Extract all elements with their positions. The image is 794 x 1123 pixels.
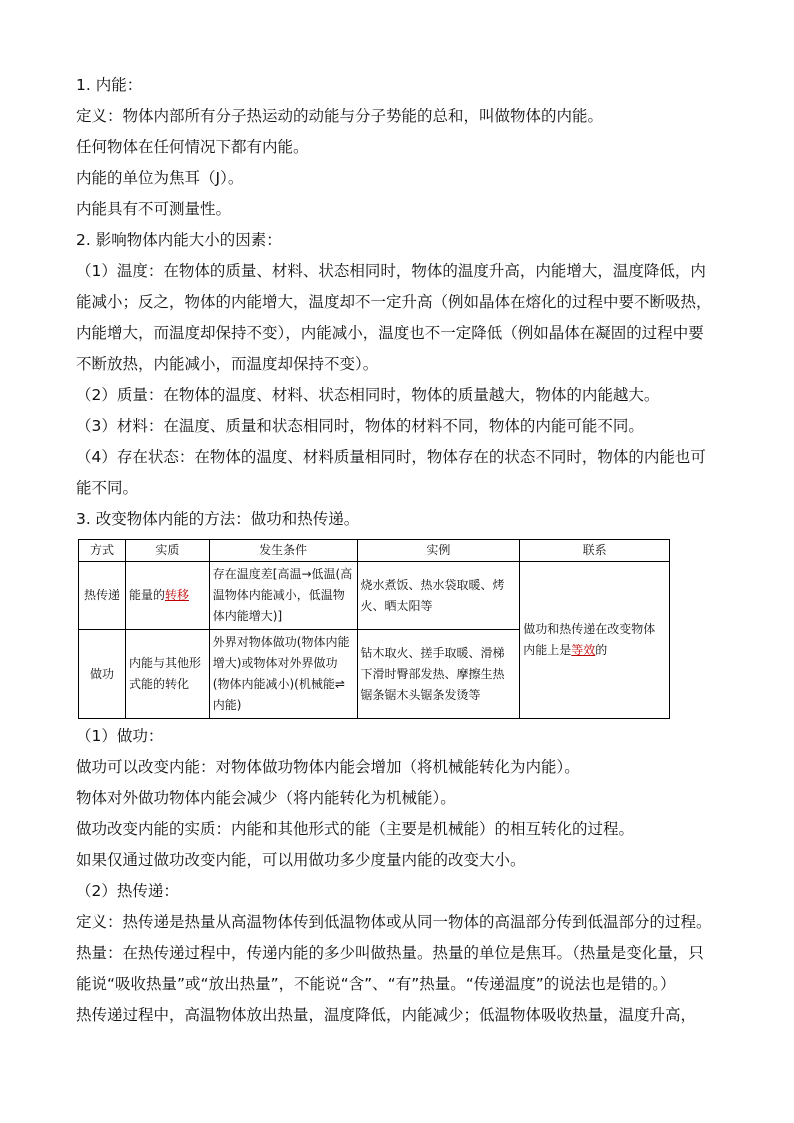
text-line: 热量：在热传递过程中，传递内能的多少叫做热量。热量的单位是焦耳。（热量是变化量，只 [76, 944, 704, 962]
cell-method: 热传递 [79, 562, 126, 630]
essence-text: 能量的 [128, 588, 165, 602]
cell-link [520, 562, 670, 719]
text-line: 热传递过程中，高温物体放出热量，温度降低，内能减少；低温物体吸收热量，温度升高， [76, 1006, 697, 1024]
text-line: 不断放热，内能减小，而温度却保持不变）。 [76, 355, 379, 373]
heading-work: （1）做功： [76, 727, 164, 745]
text-line: 物体对外做功物体内能会减少（将内能转化为机械能）。 [76, 789, 456, 807]
text-line: （4）存在状态：在物体的温度、材料质量相同时，物体存在的状态不同时，物体的内能也可 [76, 448, 706, 466]
text-line: 定义：热传递是热量从高温物体传到低温物体或从同一物体的高温部分传到低温部分的过程。 [76, 913, 712, 931]
text-line: 内能的单位为焦耳（J）。 [76, 169, 244, 187]
document-page [76, 70, 726, 1031]
section-methods-detail [76, 721, 726, 1031]
cell-condition: 外界对物体做功(物体内能增大)或物体对外界做功(物体内能减小)(机械能⇌内能) [209, 630, 357, 719]
heading-heat-transfer: （2）热传递： [76, 882, 179, 900]
text-line: 内能增大，而温度却保持不变），内能减小，温度也不一定降低（例如晶体在凝固的过程中要 [76, 324, 704, 342]
text-line: 内能具有不可测量性。 [76, 200, 232, 218]
heading-internal-energy: 1. 内能： [76, 76, 143, 94]
definition-line: 定义：物体内部所有分子热运动的动能与分子势能的总和，叫做物体的内能。 [76, 107, 604, 125]
header-link: 联系 [520, 540, 670, 562]
text-line: 如果仅通过做功改变内能，可以用做功多少度量内能的改变大小。 [76, 851, 526, 869]
header-essence: 实质 [125, 540, 209, 562]
cell-essence [125, 562, 209, 630]
text-line: 能不同。 [76, 479, 139, 497]
section-intro [76, 70, 726, 535]
text-line: 做功可以改变内能：对物体做功物体内能会增加（将机械能转化为内能）。 [76, 758, 580, 776]
header-example: 实例 [357, 540, 520, 562]
text-line: （1）温度：在物体的质量、材料、状态相同时，物体的温度升高，内能增大，温度降低，内 [76, 262, 706, 280]
header-method: 方式 [79, 540, 126, 562]
comparison-table [78, 539, 670, 719]
text-line: （3）材料：在温度、质量和状态相同时，物体的材料不同，物体的内能可能不同。 [76, 417, 644, 435]
cell-example: 钻木取火、搓手取暖、滑梯下滑时臀部发热、摩擦生热锯条锯木头锯条发烫等 [357, 630, 520, 719]
cell-example: 烧水煮饭、热水袋取暖、烤火、晒太阳等 [357, 562, 520, 630]
text-line: 做功改变内能的实质：内能和其他形式的能（主要是机械能）的相互转化的过程。 [76, 820, 635, 838]
text-line: 能说“吸收热量”或“放出热量”，不能说“含”、“有”热量。“传递温度”的说法也是错的。） [76, 975, 676, 993]
heading-methods: 3. 改变物体内能的方法：做功和热传递。 [76, 510, 360, 528]
table-row [79, 562, 670, 630]
link-text: 做功和热传递在改变物体内能上是 [523, 622, 656, 657]
cell-method: 做功 [79, 630, 126, 719]
cell-essence: 内能与其他形式能的转化 [125, 630, 209, 719]
link-keyword: 等效 [571, 643, 596, 657]
essence-keyword: 转移 [164, 588, 189, 602]
text-line: 任何物体在任何情况下都有内能。 [76, 138, 309, 156]
table-header-row [79, 540, 670, 562]
cell-condition: 存在温度差[高温→低温(高温物体内能减小，低温物体内能增大)] [209, 562, 357, 630]
text-line: 能减小；反之，物体的内能增大，温度却不一定升高（例如晶体在熔化的过程中要不断吸热， [76, 293, 712, 311]
link-text-end: 的 [595, 643, 608, 657]
text-line: （2）质量：在物体的温度、材料、状态相同时，物体的质量越大，物体的内能越大。 [76, 386, 660, 404]
header-condition: 发生条件 [209, 540, 357, 562]
heading-factors: 2. 影响物体内能大小的因素： [76, 231, 282, 249]
